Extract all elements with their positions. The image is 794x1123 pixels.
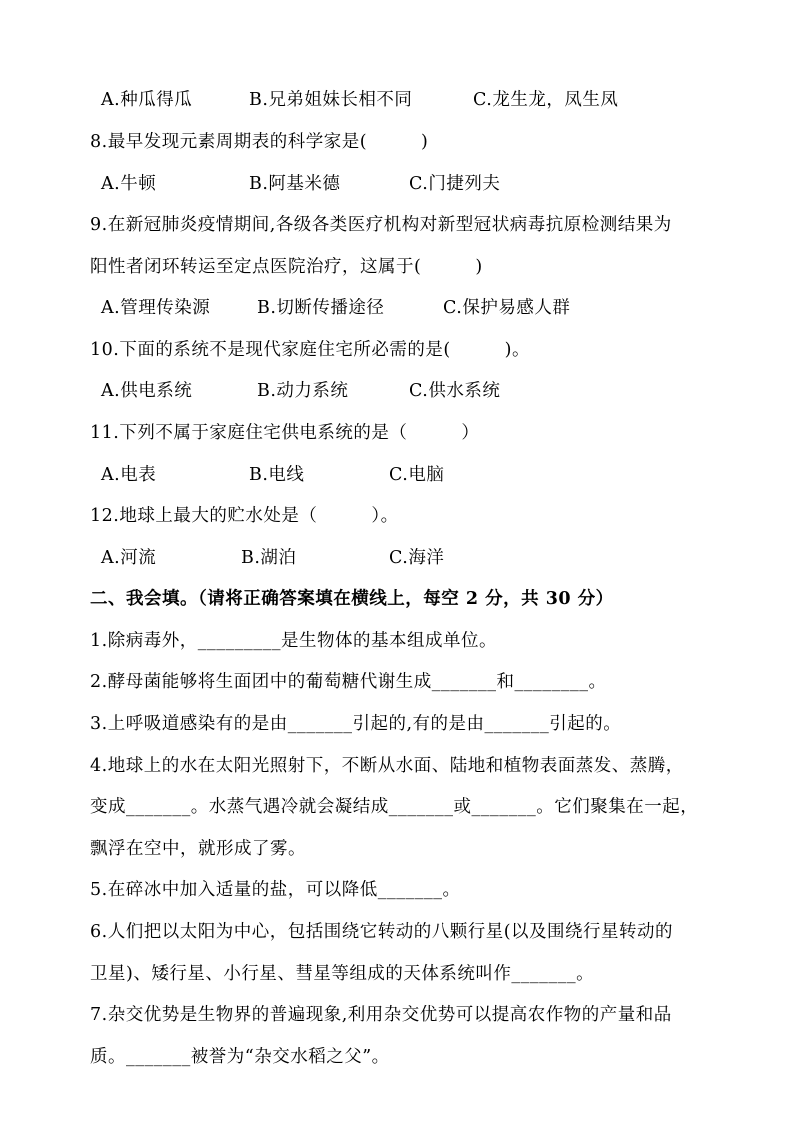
q10-stem: 10.下面的系统不是现代家庭住宅所必需的是( )。	[90, 340, 530, 360]
q9-option-a: A.管理传染源	[101, 298, 211, 318]
q11-option-a: A.电表	[101, 465, 157, 485]
q9-stem-line1: 9.在新冠肺炎疫情期间,各级各类医疗机构对新型冠状病毒抗原检测结果为	[90, 215, 672, 235]
fill-question-4-line1: 4.地球上的水在太阳光照射下，不断从水面、陆地和植物表面蒸发、蒸腾，	[90, 756, 684, 776]
q8-option-b: B.阿基米德	[249, 174, 341, 194]
q11-option-b: B.电线	[249, 465, 305, 485]
fill-question-6-line1: 6.人们把以太阳为中心，包括围绕它转动的八颗行星(以及围绕行星转动的	[90, 922, 674, 942]
q10-option-a: A.供电系统	[101, 381, 193, 401]
q9-stem-line2: 阳性者闭环转运至定点医院治疗，这属于( )	[90, 257, 483, 277]
fill-question-4-line2: 变成_______。水蒸气遇冷就会凝结成_______或_______。它们聚集在一起，	[90, 797, 699, 817]
q7-option-c: C.龙生龙，凤生凤	[473, 90, 619, 110]
q12-option-b: B.湖泊	[241, 548, 297, 568]
fill-question-1: 1.除病毒外，_________是生物体的基本组成单位。	[90, 631, 497, 651]
section-heading: 二、我会填。（请将正确答案填在横线上，每空 2 分，共 30 分）	[90, 589, 614, 609]
q8-option-c: C.门捷列夫	[409, 174, 501, 194]
fill-question-3: 3.上呼吸道感染有的是由_______引起的,有的是由_______引起的。	[90, 714, 622, 734]
fill-question-6-line2: 卫星)、矮行星、小行星、彗星等组成的天体系统叫作_______。	[90, 964, 595, 984]
fill-question-2: 2.酵母菌能够将生面团中的葡萄糖代谢生成_______和________。	[90, 672, 607, 692]
q7-option-b: B.兄弟姐妹长相不同	[249, 90, 413, 110]
q12-option-c: C.海洋	[389, 548, 445, 568]
q11-option-c: C.电脑	[389, 465, 445, 485]
fill-question-5: 5.在碎冰中加入适量的盐，可以降低_______。	[90, 880, 461, 900]
fill-question-7-line1: 7.杂交优势是生物界的普遍现象,利用杂交优势可以提高农作物的产量和品	[90, 1005, 672, 1025]
q9-option-c: C.保护易感人群	[443, 298, 571, 318]
q10-option-b: B.动力系统	[257, 381, 349, 401]
q12-stem: 12.地球上最大的贮水处是（ ）。	[90, 506, 399, 526]
fill-question-4-line3: 飘浮在空中，就形成了雾。	[90, 839, 306, 859]
q8-option-a: A.牛顿	[101, 174, 157, 194]
q7-option-a: A.种瓜得瓜	[101, 90, 193, 110]
fill-question-7-line2: 质。_______被誉为“杂交水稻之父”。	[90, 1047, 390, 1067]
q12-option-a: A.河流	[101, 548, 157, 568]
q9-option-b: B.切断传播途径	[257, 298, 385, 318]
q10-option-c: C.供水系统	[409, 381, 501, 401]
q8-stem: 8.最早发现元素周期表的科学家是( )	[90, 132, 429, 152]
q11-stem: 11.下列不属于家庭住宅供电系统的是（ ）	[90, 423, 480, 443]
